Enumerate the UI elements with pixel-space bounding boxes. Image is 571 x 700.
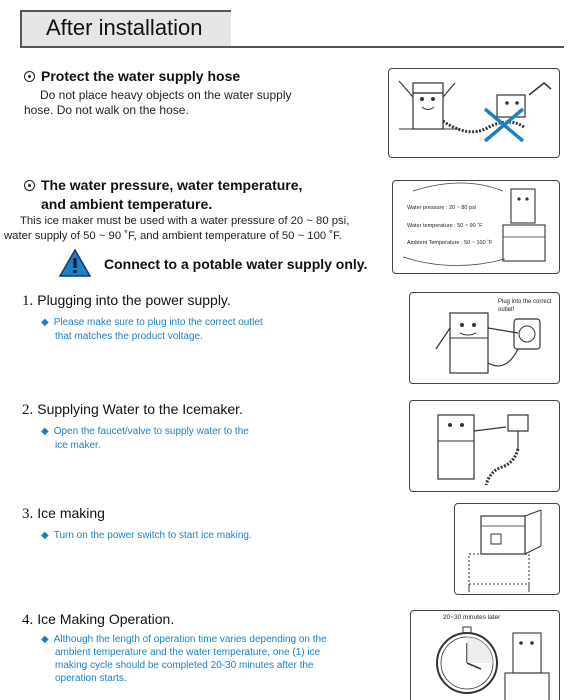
illus-ambient-temperature: Ambient Temperature : 50 ~ 100 ˚F [407, 240, 493, 246]
page-title: After installation [46, 15, 203, 40]
step-1-title-text: Plugging into the power supply. [37, 292, 231, 308]
section-pressure-title-text: The water pressure, water temperature, [41, 177, 303, 193]
step-2-title [22, 401, 243, 419]
step-1-desc-line1 [41, 316, 263, 329]
section-pressure-title [24, 177, 302, 193]
section-hose-line2: hose. Do not walk on the hose. [24, 103, 189, 117]
step-4-desc-line1 [41, 633, 327, 646]
warning-icon [58, 248, 92, 278]
section-pressure-title-line2: and ambient temperature. [41, 196, 213, 212]
step-4-desc-text: Although the length of operation time varies depending on the [53, 634, 327, 645]
timer-illustration [410, 610, 560, 700]
pressure-illustration [392, 180, 560, 274]
bullet-icon [24, 180, 35, 191]
step-3-title [22, 505, 105, 523]
timer-callout: 20~30 minutes later [443, 614, 501, 621]
diamond-bullet-icon: ◆ [41, 530, 49, 541]
plug-callout-line2: outlet! [498, 307, 515, 313]
step-4-title [22, 611, 174, 629]
step-3-number: 3. [22, 506, 34, 522]
step-3-desc-line1 [41, 529, 252, 542]
step-1-desc-line2: that matches the product voltage. [55, 331, 203, 342]
step-4-number: 4. [22, 612, 34, 628]
step-2-desc-line2: ice maker. [55, 440, 101, 451]
section-pressure-line2: water supply of 50 ~ 90 ˚F, and ambient temperature of 50 ~ 100 ˚F. [4, 230, 342, 242]
step-1-number: 1. [22, 293, 34, 309]
step-2-title-text: Supplying Water to the Icemaker. [37, 401, 243, 417]
bullet-icon [24, 71, 35, 82]
step-3-title-text: Ice making [37, 505, 105, 521]
section-hose-line1: Do not place heavy objects on the water supply [40, 88, 292, 102]
header-rule [231, 46, 564, 48]
diamond-bullet-icon: ◆ [41, 317, 49, 328]
plug-illustration [409, 292, 560, 384]
step-1-desc-text: Please make sure to plug into the correct outlet [53, 317, 263, 328]
step-4-desc-line2: ambient temperature and the water temperature, one (1) ice [55, 647, 321, 658]
diamond-bullet-icon: ◆ [41, 426, 49, 437]
section-hose-title [24, 68, 240, 84]
section-pressure-line1: This ice maker must be used with a water pressure of 20 ~ 80 psi, [20, 215, 350, 227]
step-4-desc-line4: operation starts. [55, 673, 127, 684]
plug-callout-line1: Plug into the correct [498, 299, 552, 305]
diamond-bullet-icon: ◆ [41, 634, 49, 645]
section-hose-title-text: Protect the water supply hose [41, 68, 241, 84]
step-2-desc-text: Open the faucet/valve to supply water to the [53, 426, 249, 437]
ice-maker-illustration [454, 503, 560, 595]
step-2-desc-line1 [41, 425, 249, 438]
water-supply-illustration [409, 400, 560, 492]
step-3-desc-text: Turn on the power switch to start ice making. [53, 530, 252, 541]
hose-illustration [388, 68, 560, 158]
step-4-title-text: Ice Making Operation. [37, 611, 175, 627]
step-2-number: 2. [22, 402, 34, 418]
illus-water-temperature: Water temperature : 50 ~ 90 ˚F [407, 223, 483, 229]
step-1-title [22, 292, 231, 310]
potable-water-warning: Connect to a potable water supply only. [104, 256, 368, 272]
step-4-desc-line3: making cycle should be completed 20-30 minutes after the [55, 660, 314, 671]
illus-water-pressure: Water pressure : 20 ~ 80 psi [407, 205, 477, 211]
